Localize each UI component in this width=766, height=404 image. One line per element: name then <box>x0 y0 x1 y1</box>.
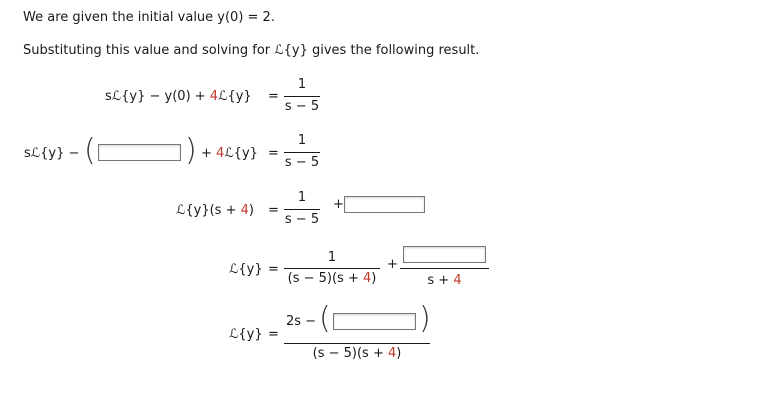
row3-lhs-text: ℒ{y}(s + <box>176 203 241 218</box>
row2-denominator: s − 5 <box>284 155 320 170</box>
row4-fraction-bar-2 <box>400 268 489 269</box>
row4-den-text: (s − 5)(s + <box>287 271 363 286</box>
row5-den-tail: ) <box>396 346 402 361</box>
row1-numerator: 1 <box>297 77 307 92</box>
row4-answer-input[interactable] <box>403 246 486 263</box>
row2-plus-text: + <box>201 146 217 161</box>
row3-answer-input[interactable] <box>344 196 425 213</box>
row3-fraction-bar <box>284 209 320 210</box>
row4-fraction-bar <box>284 268 380 269</box>
row2-equals: = <box>268 146 279 161</box>
row1-fraction-bar <box>284 96 320 97</box>
row5-denominator <box>284 346 430 361</box>
row2-lhs-plus <box>201 146 258 161</box>
row3-equals: = <box>268 203 279 218</box>
intro-line-2: Substituting this value and solving for ℒ{y} gives the following result. <box>23 43 480 58</box>
row5-equals: = <box>268 327 279 342</box>
row2-fraction-bar <box>284 152 320 153</box>
row2-close-paren: ) <box>185 133 197 168</box>
intro-line-1: We are given the initial value y(0) = 2. <box>23 10 275 25</box>
row1-lhs <box>105 89 252 104</box>
row1-lhs-tail: ℒ{y} <box>218 89 252 104</box>
row5-open-paren: ( <box>319 301 331 336</box>
row3-coef: 4 <box>240 203 249 218</box>
row5-answer-input[interactable] <box>333 313 416 330</box>
row4-plus: + <box>387 257 398 272</box>
row2-answer-input[interactable] <box>98 144 181 161</box>
row3-numerator: 1 <box>297 190 307 205</box>
row3-lhs <box>176 203 254 218</box>
row1-lhs-text: sℒ{y} − y(0) + <box>105 89 210 104</box>
row5-close-paren: ) <box>419 301 431 336</box>
row1-equals: = <box>268 89 279 104</box>
row5-num-text: 2s − <box>286 314 317 329</box>
row5-den-coef: 4 <box>388 346 397 361</box>
row2-open-paren: ( <box>84 133 96 168</box>
row3-denominator: s − 5 <box>284 212 320 227</box>
row3-plus: + <box>333 197 344 212</box>
row5-den-text: (s − 5)(s + <box>312 346 388 361</box>
row3-lhs-tail: ) <box>248 203 254 218</box>
row2-lhs: sℒ{y} − <box>24 146 80 161</box>
row4-den-coef: 4 <box>363 271 372 286</box>
row2-lhs-tail: ℒ{y} <box>224 146 258 161</box>
row4-den2-text: s + <box>427 273 454 288</box>
row4-equals: = <box>268 262 279 277</box>
row2-numerator: 1 <box>297 133 307 148</box>
row1-coef: 4 <box>209 89 219 104</box>
row4-den2-coef: 4 <box>453 273 462 288</box>
row4-denominator <box>280 271 384 286</box>
row1-denominator: s − 5 <box>284 99 320 114</box>
row4-lhs: ℒ{y} <box>229 262 263 277</box>
row2-coef: 4 <box>216 146 225 161</box>
row4-numerator: 1 <box>327 250 337 265</box>
row4-den-tail: ) <box>371 271 377 286</box>
row5-fraction-bar <box>284 343 430 344</box>
row5-lhs: ℒ{y} <box>229 327 263 342</box>
row4-denominator-2 <box>400 273 489 288</box>
